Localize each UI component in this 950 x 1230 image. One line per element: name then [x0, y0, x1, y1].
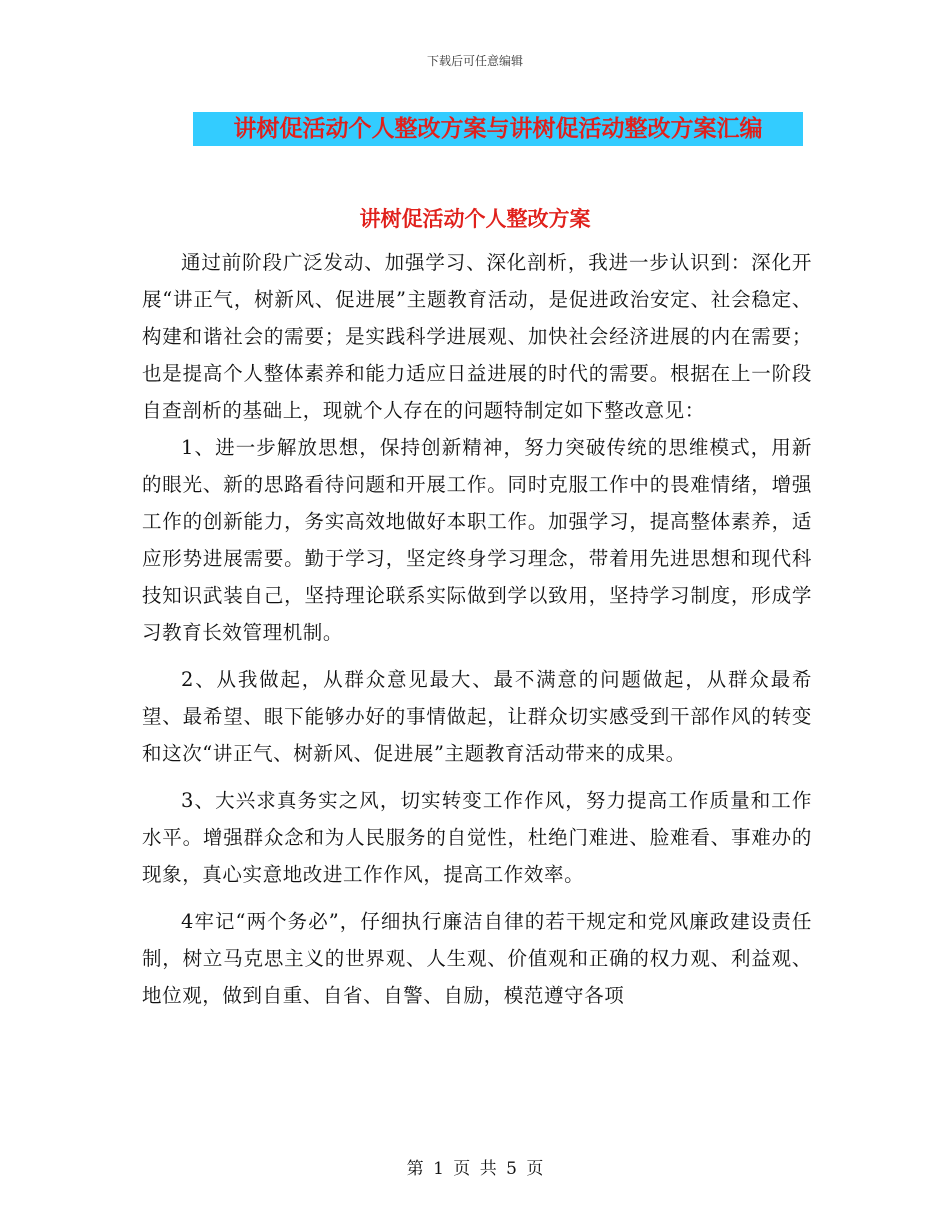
page-footer: 第 1 页 共 5 页: [406, 1159, 544, 1179]
paragraph-item-3: 3、大兴求真务实之风，切实转变工作作风，努力提高工作质量和工作水平。增强群众念和为人民服务的自觉性，杜绝门难进、脸难看、事难办的现象，真心实意地改进工作作风，提高工作效率。: [142, 789, 812, 886]
paragraph-item-4: 4牢记“两个务必”，仔细执行廉洁自律的若干规定和党风廉政建设责任制，树立马克思主义的世界观、人生观、价值观和正确的权力观、利益观、地位观，做到自重、自省、自警、自励，模范遵守各项: [142, 910, 812, 1007]
paragraph-item-1: 1、进一步解放思想，保持创新精神，努力突破传统的思维模式，用新的眼光、新的思路看待问题和开展工作。同时克服工作中的畏难情绪，增强工作的创新能力，务实高效地做好本职工作。加强学习，提高整体素养，适应形势进展需要。勤于学习，坚定终身学习理念，带着用先进思想和现代科技知识武装自己，坚持理论联系实际做到学以致用，坚持学习制度，形成学习教育长效管理机制。: [142, 436, 812, 644]
paragraph-item-2: 2、从我做起，从群众意见最大、最不满意的问题做起，从群众最希望、最希望、眼下能够办好的事情做起，让群众切实感受到干部作风的转变和这次“讲正气、树新风、促进展”主题教育活动带来的成果。: [142, 668, 812, 765]
section-title: 讲树促活动个人整改方案: [359, 206, 591, 231]
paragraph-intro: 通过前阶段广泛发动、加强学习、深化剖析，我进一步认识到：深化开展“讲正气，树新风、促进展”主题教育活动，是促进政治安定、社会稳定、构建和谐社会的需要；是实践科学进展观、加快社会经济进展的内在需要；也是提高个人整体素养和能力适应日益进展的时代的需要。根据在上一阶段自查剖析的基础上，现就个人存在的问题特制定如下整改意见：: [142, 251, 812, 422]
document-body: [142, 244, 812, 1014]
header-note: 下载后可任意编辑: [426, 54, 523, 68]
document-title: 讲树促活动个人整改方案与讲树促活动整改方案汇编: [193, 112, 803, 146]
